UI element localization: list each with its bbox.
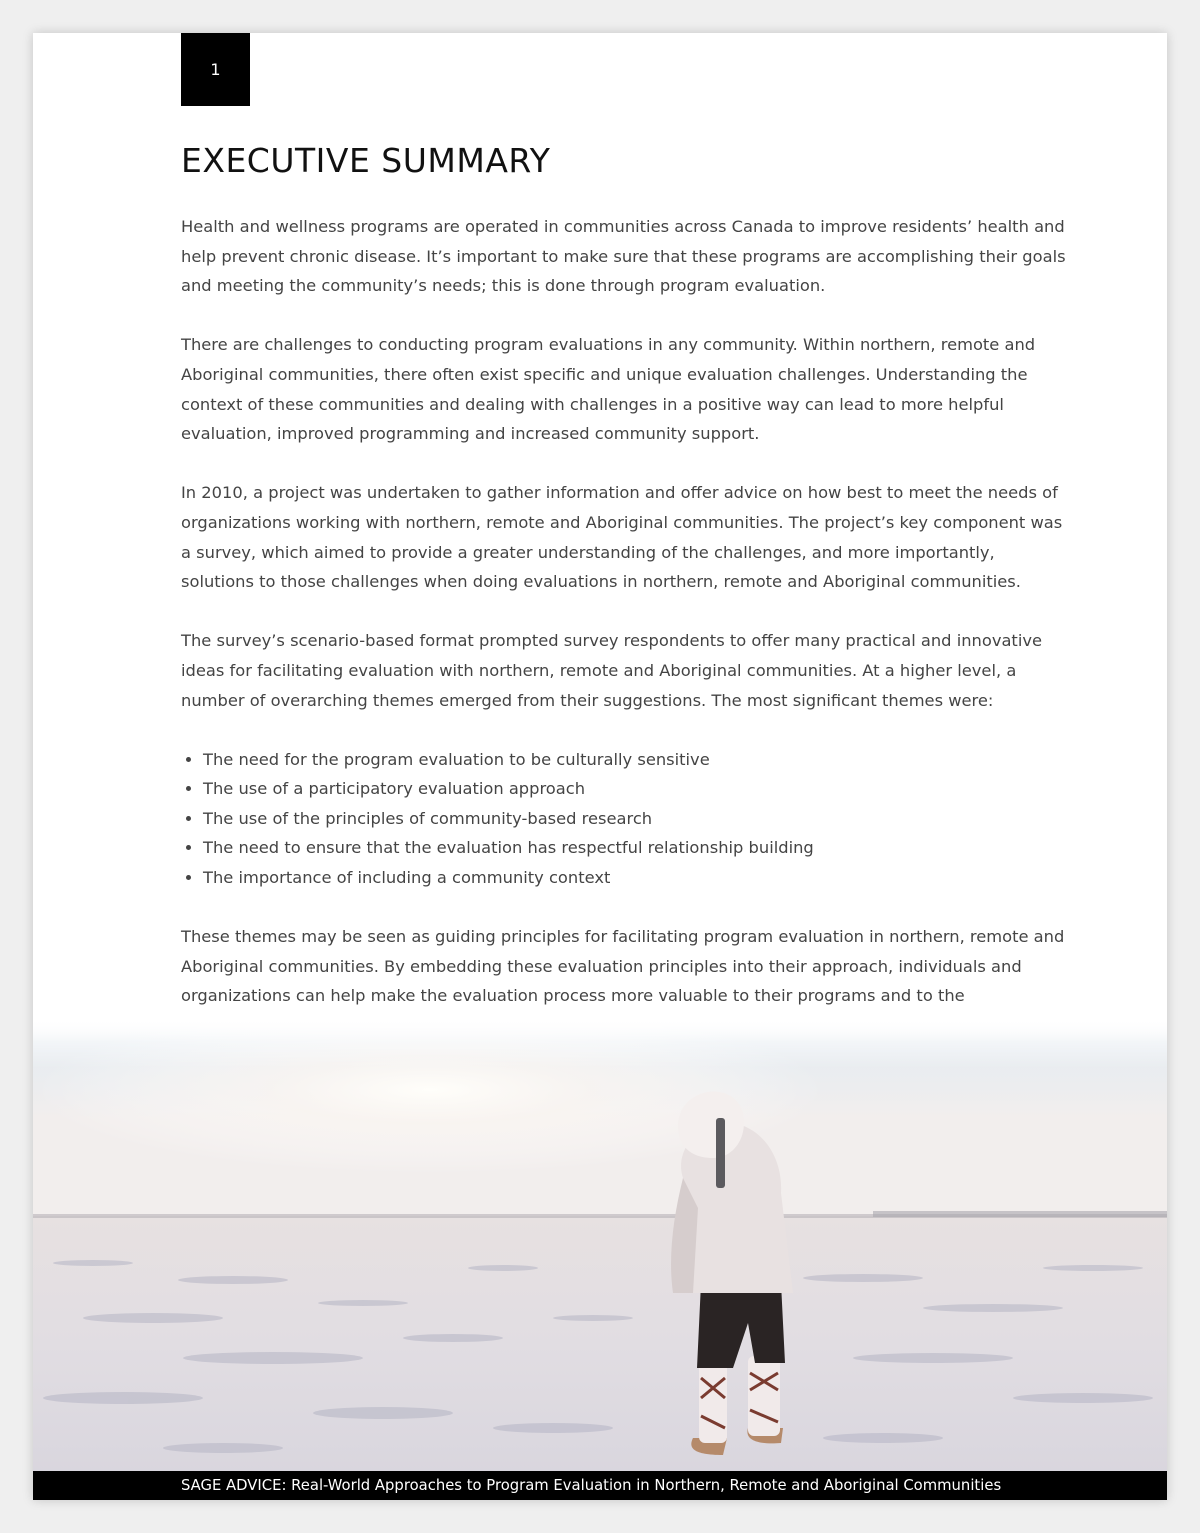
paragraph-3: In 2010, a project was undertaken to gather information and offer advice on how best to meet the needs of organizations working with northern, remote and Aboriginal communities. The project’s key component was a survey, which aimed to provide a greater understanding of the challenges, and more importantly, solutions to those challenges when doing evaluations in northern, remote and Aboriginal communities. <box>181 483 1063 592</box>
page-title: EXECUTIVE SUMMARY <box>181 141 551 180</box>
theme-item: • The need to ensure that the evaluation has respectful relationship building <box>203 833 1071 863</box>
document-page <box>33 33 1167 1500</box>
page-number-badge <box>181 33 250 106</box>
theme-item: • The use of a participatory evaluation approach <box>203 774 1071 804</box>
themes-list <box>181 745 1071 893</box>
theme-item: • The use of the principles of community-based research <box>203 804 1071 834</box>
paragraph-1: Health and wellness programs are operated in communities across Canada to improve residents’ health and help prevent chronic disease. It’s important to make sure that these programs are accomplishing their goals and meeting the community’s needs; this is done through program evaluation. <box>181 217 1066 296</box>
page-number: 1 <box>210 60 221 79</box>
footer-bar: SAGE ADVICE: Real-World Approaches to Program Evaluation in Northern, Remote and Aboriginal Communities <box>33 1471 1167 1500</box>
theme-item: • The need for the program evaluation to be culturally sensitive <box>203 745 1071 775</box>
theme-item: • The importance of including a community context <box>203 863 1071 893</box>
paragraph-2: There are challenges to conducting program evaluations in any community. Within northern, remote and Aboriginal communities, there often exist specific and unique evaluation challenges. Understanding the context of these communities and dealing with challenges in a positive way can lead to more helpful evaluation, improved programming and increased community support. <box>181 335 1036 444</box>
paragraph-4: The survey’s scenario-based format prompted survey respondents to offer many practical and innovative ideas for facilitating evaluation with northern, remote and Aboriginal communities. At a higher level, a number of overarching themes emerged from their suggestions. The most significant themes were: <box>181 631 1042 710</box>
closing-paragraph: These themes may be seen as guiding principles for facilitating program evaluation in northern, remote and Aboriginal communities. By embedding these evaluation principles into their approach, individuals and organizations can help make the evaluation process more valuable to their programs and to the <box>181 927 1065 1006</box>
body-text <box>181 212 1071 1070</box>
arctic-landscape-photo <box>33 1018 1167 1473</box>
